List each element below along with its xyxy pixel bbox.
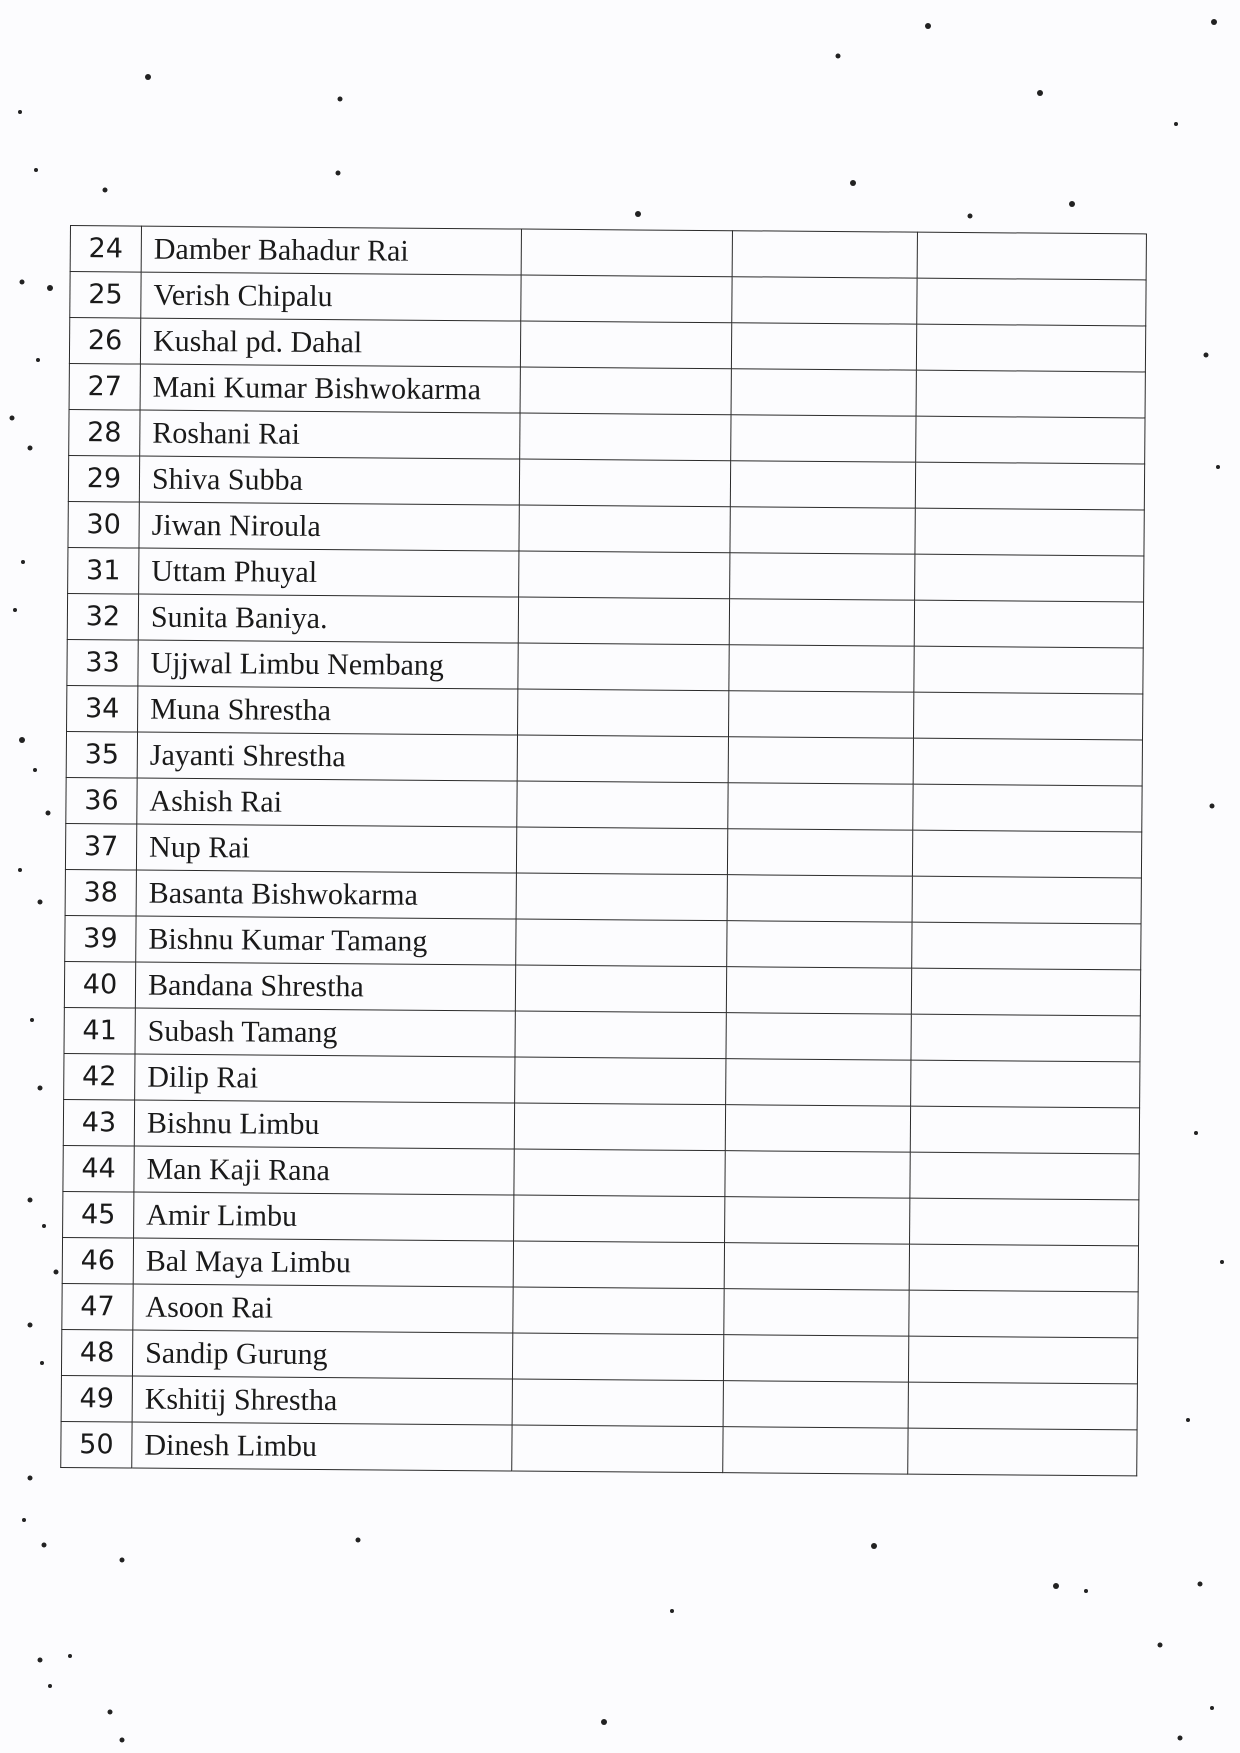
row-number: 30 [68, 501, 139, 548]
member-name: Kshitij Shrestha [132, 1376, 512, 1425]
member-name: Shiva Subba [139, 456, 519, 505]
blank-cell [726, 1059, 911, 1106]
member-name: Nup Rai [136, 824, 516, 873]
blank-cell [723, 1427, 908, 1474]
blank-cell [916, 416, 1145, 464]
row-number: 38 [65, 869, 136, 916]
blank-cell [730, 553, 915, 600]
member-name: Kushal pd. Dahal [140, 318, 520, 367]
row-number: 35 [66, 731, 137, 778]
blank-cell [727, 875, 912, 922]
row-number: 31 [68, 547, 139, 594]
blank-cell [727, 921, 912, 968]
member-name: Roshani Rai [140, 410, 520, 459]
blank-cell [730, 507, 915, 554]
member-name: Damber Bahadur Rai [141, 226, 521, 275]
blank-cell [516, 919, 727, 967]
blank-cell [913, 784, 1142, 832]
row-number: 41 [64, 1007, 135, 1054]
member-name: Ujjwal Limbu Nembang [138, 640, 518, 689]
blank-cell [916, 370, 1145, 418]
member-name: Jiwan Niroula [139, 502, 519, 551]
blank-cell [910, 1152, 1139, 1200]
row-number: 47 [62, 1283, 133, 1330]
blank-cell [915, 508, 1144, 556]
blank-cell [515, 1011, 726, 1059]
member-name: Ashish Rai [137, 778, 517, 827]
blank-cell [518, 597, 729, 645]
blank-cell [512, 1333, 723, 1381]
blank-cell [515, 965, 726, 1013]
blank-cell [729, 599, 914, 646]
blank-cell [728, 737, 913, 784]
row-number: 37 [65, 823, 136, 870]
blank-cell [913, 738, 1142, 786]
blank-cell [514, 1149, 725, 1197]
row-number: 24 [70, 226, 141, 273]
member-name: Sandip Gurung [132, 1330, 512, 1379]
blank-cell [724, 1243, 909, 1290]
blank-cell [911, 1014, 1140, 1062]
blank-cell [520, 321, 731, 369]
blank-cell [516, 827, 727, 875]
blank-cell [516, 873, 727, 921]
blank-cell [908, 1428, 1137, 1476]
blank-cell [908, 1336, 1137, 1384]
row-number: 29 [68, 455, 139, 502]
blank-cell [728, 783, 913, 830]
blank-cell [515, 1057, 726, 1105]
member-name: Dilip Rai [135, 1054, 515, 1103]
blank-cell [914, 600, 1143, 648]
table-row [61, 1421, 1137, 1475]
blank-cell [731, 323, 916, 370]
member-name: Basanta Bishwokarma [136, 870, 516, 919]
member-name: Bishnu Kumar Tamang [136, 916, 516, 965]
blank-cell [512, 1379, 723, 1427]
member-name: Jayanti Shrestha [137, 732, 517, 781]
member-name: Mani Kumar Bishwokarma [140, 364, 520, 413]
blank-cell [517, 735, 728, 783]
member-name: Bandana Shrestha [135, 962, 515, 1011]
blank-cell [908, 1382, 1137, 1430]
row-number: 33 [67, 639, 138, 686]
blank-cell [732, 231, 917, 278]
member-name: Uttam Phuyal [139, 548, 519, 597]
blank-cell [916, 324, 1145, 372]
blank-cell [521, 229, 732, 277]
blank-cell [519, 459, 730, 507]
blank-cell [912, 830, 1141, 878]
blank-cell [725, 1151, 910, 1198]
blank-cell [729, 691, 914, 738]
row-number: 42 [64, 1053, 135, 1100]
blank-cell [513, 1287, 724, 1335]
blank-cell [520, 367, 731, 415]
blank-cell [723, 1381, 908, 1428]
blank-cell [732, 277, 917, 324]
blank-cell [910, 1106, 1139, 1154]
blank-cell [917, 232, 1146, 280]
blank-cell [514, 1103, 725, 1151]
row-number: 39 [65, 915, 136, 962]
roster-rows [61, 226, 1147, 1476]
blank-cell [723, 1335, 908, 1382]
blank-cell [724, 1289, 909, 1336]
row-number: 32 [67, 593, 138, 640]
blank-cell [910, 1198, 1139, 1246]
member-name: Bishnu Limbu [134, 1100, 514, 1149]
blank-cell [725, 1197, 910, 1244]
blank-cell [914, 646, 1143, 694]
blank-cell [909, 1290, 1138, 1338]
member-name: Man Kaji Rana [134, 1146, 514, 1195]
member-name: Dinesh Limbu [132, 1422, 512, 1471]
member-name: Sunita Baniya. [138, 594, 518, 643]
row-number: 46 [62, 1237, 133, 1284]
row-number: 40 [64, 961, 135, 1008]
member-name: Asoon Rai [133, 1284, 513, 1333]
blank-cell [917, 278, 1146, 326]
blank-cell [726, 1013, 911, 1060]
row-number: 45 [63, 1191, 134, 1238]
blank-cell [726, 967, 911, 1014]
blank-cell [518, 643, 729, 691]
row-number: 48 [61, 1329, 132, 1376]
blank-cell [911, 968, 1140, 1016]
blank-cell [727, 829, 912, 876]
member-name: Verish Chipalu [141, 272, 521, 321]
blank-cell [913, 692, 1142, 740]
blank-cell [729, 645, 914, 692]
blank-cell [513, 1241, 724, 1289]
blank-cell [521, 275, 732, 323]
blank-cell [915, 462, 1144, 510]
member-name: Amir Limbu [134, 1192, 514, 1241]
blank-cell [512, 1425, 723, 1473]
blank-cell [519, 551, 730, 599]
blank-cell [520, 413, 731, 461]
row-number: 25 [70, 272, 141, 319]
blank-cell [517, 781, 728, 829]
roster-table [60, 225, 1147, 1476]
blank-cell [912, 876, 1141, 924]
blank-cell [731, 369, 916, 416]
row-number: 27 [69, 363, 140, 410]
row-number: 36 [66, 777, 137, 824]
member-name: Bal Maya Limbu [133, 1238, 513, 1287]
row-number: 28 [69, 409, 140, 456]
row-number: 49 [61, 1375, 132, 1422]
blank-cell [725, 1105, 910, 1152]
blank-cell [730, 461, 915, 508]
row-number: 43 [63, 1099, 134, 1146]
blank-cell [519, 505, 730, 553]
member-name: Subash Tamang [135, 1008, 515, 1057]
blank-cell [912, 922, 1141, 970]
row-number: 26 [69, 318, 140, 365]
row-number: 34 [67, 685, 138, 732]
blank-cell [915, 554, 1144, 602]
blank-cell [731, 415, 916, 462]
blank-cell [514, 1195, 725, 1243]
row-number: 44 [63, 1145, 134, 1192]
blank-cell [909, 1244, 1138, 1292]
row-number: 50 [61, 1421, 132, 1468]
member-name: Muna Shrestha [138, 686, 518, 735]
blank-cell [911, 1060, 1140, 1108]
blank-cell [518, 689, 729, 737]
